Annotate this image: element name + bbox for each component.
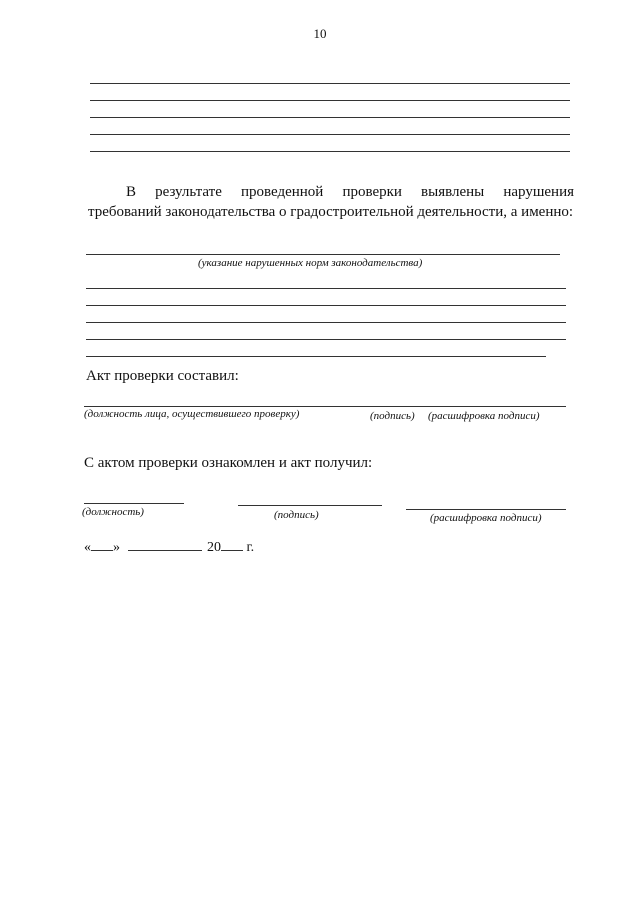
blank-line [86,339,566,340]
recipient-decoding-caption: (расшифровка подписи) [430,512,542,524]
date-close-quote: » [113,540,120,555]
blank-line [86,305,566,306]
date-open-quote: « [84,540,91,555]
page-number: 10 [313,26,327,41]
violations-caption: (указание нарушенных норм законодательства) [198,257,423,269]
year-blank [221,538,243,551]
recipient-decoding-line [406,509,566,510]
findings-paragraph [88,182,574,222]
blank-line [90,100,570,101]
inspector-heading: Акт проверки составил: [86,368,239,384]
inspector-signature-caption: (подпись) [370,410,415,422]
inspector-decoding-caption: (расшифровка подписи) [428,410,540,422]
year-suffix: г. [246,540,255,555]
blank-line [86,322,566,323]
recipient-position-line [84,503,184,504]
year-prefix: 20 [207,540,221,555]
findings-line-2: требований законодательства о градостроительной деятельности, а именно: [88,204,574,220]
blank-line [86,288,566,289]
blank-line [90,83,570,84]
inspector-position-caption: (должность лица, осуществившего проверку) [84,408,300,420]
findings-line-1: В результате проведенной проверки выявлены нарушения [126,184,574,200]
recipient-signature-caption: (подпись) [274,509,319,521]
blank-line [90,117,570,118]
recipient-signature-line [238,505,382,506]
day-blank [91,538,113,551]
blank-line [90,134,570,135]
recipient-heading: С актом проверки ознакомлен и акт получил: [84,455,373,471]
blank-line [86,356,546,357]
violations-line [86,254,560,255]
blank-line [90,151,570,152]
date-line [84,538,254,556]
inspector-signature-line [84,406,566,407]
month-blank [128,538,202,551]
recipient-position-caption: (должность) [82,506,144,518]
